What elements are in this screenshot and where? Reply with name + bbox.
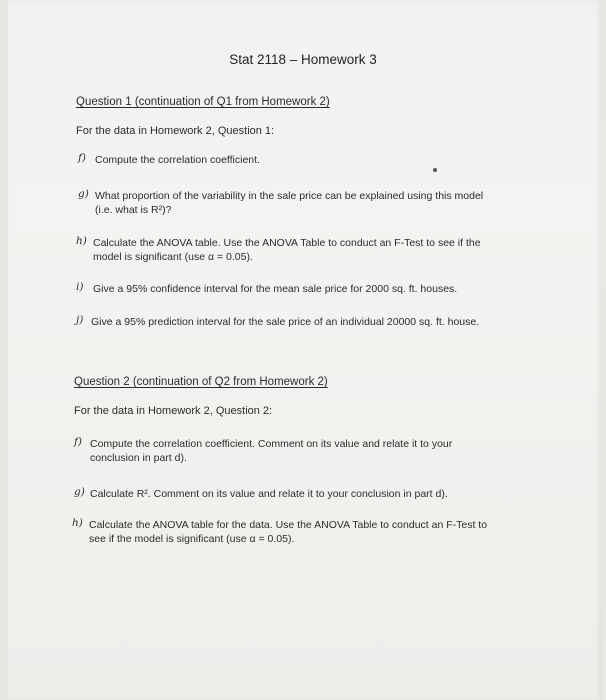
question-1-intro: For the data in Homework 2, Question 1: xyxy=(76,125,275,137)
q2-item-g-marker: g) xyxy=(74,486,85,498)
question-1-heading: Question 1 (continuation of Q1 from Homework 2) xyxy=(76,96,330,108)
stray-dot xyxy=(433,168,437,172)
q1-item-h-line-2: model is significant (use α = 0.05). xyxy=(93,251,253,263)
q2-item-f-line-1: Compute the correlation coefficient. Comment on its value and relate it to your xyxy=(90,438,453,450)
q2-item-g-line-1: Calculate R². Comment on its value and relate it to your conclusion in part d). xyxy=(90,488,448,500)
q1-item-h-marker: h) xyxy=(76,235,87,247)
q1-item-g-marker: g) xyxy=(78,188,89,200)
q2-item-h-marker: h) xyxy=(72,517,83,529)
q1-item-h-line-1: Calculate the ANOVA table. Use the ANOVA Table to conduct an F-Test to see if the xyxy=(93,237,481,249)
q1-item-j-line-1: Give a 95% prediction interval for the sale price of an individual 20000 sq. ft. house. xyxy=(91,316,480,328)
page-title: Stat 2118 – Homework 3 xyxy=(229,52,377,67)
q2-item-h-line-1: Calculate the ANOVA table for the data. Use the ANOVA Table to conduct an F-Test to xyxy=(89,519,488,531)
q1-item-g-line-2: (i.e. what is R²)? xyxy=(95,204,172,216)
q1-item-f-line-1: Compute the correlation coefficient. xyxy=(95,154,260,166)
q2-item-f-line-2: conclusion in part d). xyxy=(90,452,187,464)
q2-item-f-marker: f) xyxy=(74,436,82,448)
q1-item-g-line-1: What proportion of the variability in the sale price can be explained using this model xyxy=(95,190,484,202)
q2-item-h-line-2: see if the model is significant (use α = 0.05). xyxy=(89,533,295,545)
question-2-heading: Question 2 (continuation of Q2 from Homework 2) xyxy=(74,376,328,388)
question-2-intro: For the data in Homework 2, Question 2: xyxy=(74,405,273,417)
q1-item-j-marker: j) xyxy=(76,314,84,326)
q1-item-f-marker: f) xyxy=(78,152,86,164)
q1-item-i-line-1: Give a 95% confidence interval for the mean sale price for 2000 sq. ft. houses. xyxy=(93,283,458,295)
q1-item-i-marker: i) xyxy=(76,281,84,293)
